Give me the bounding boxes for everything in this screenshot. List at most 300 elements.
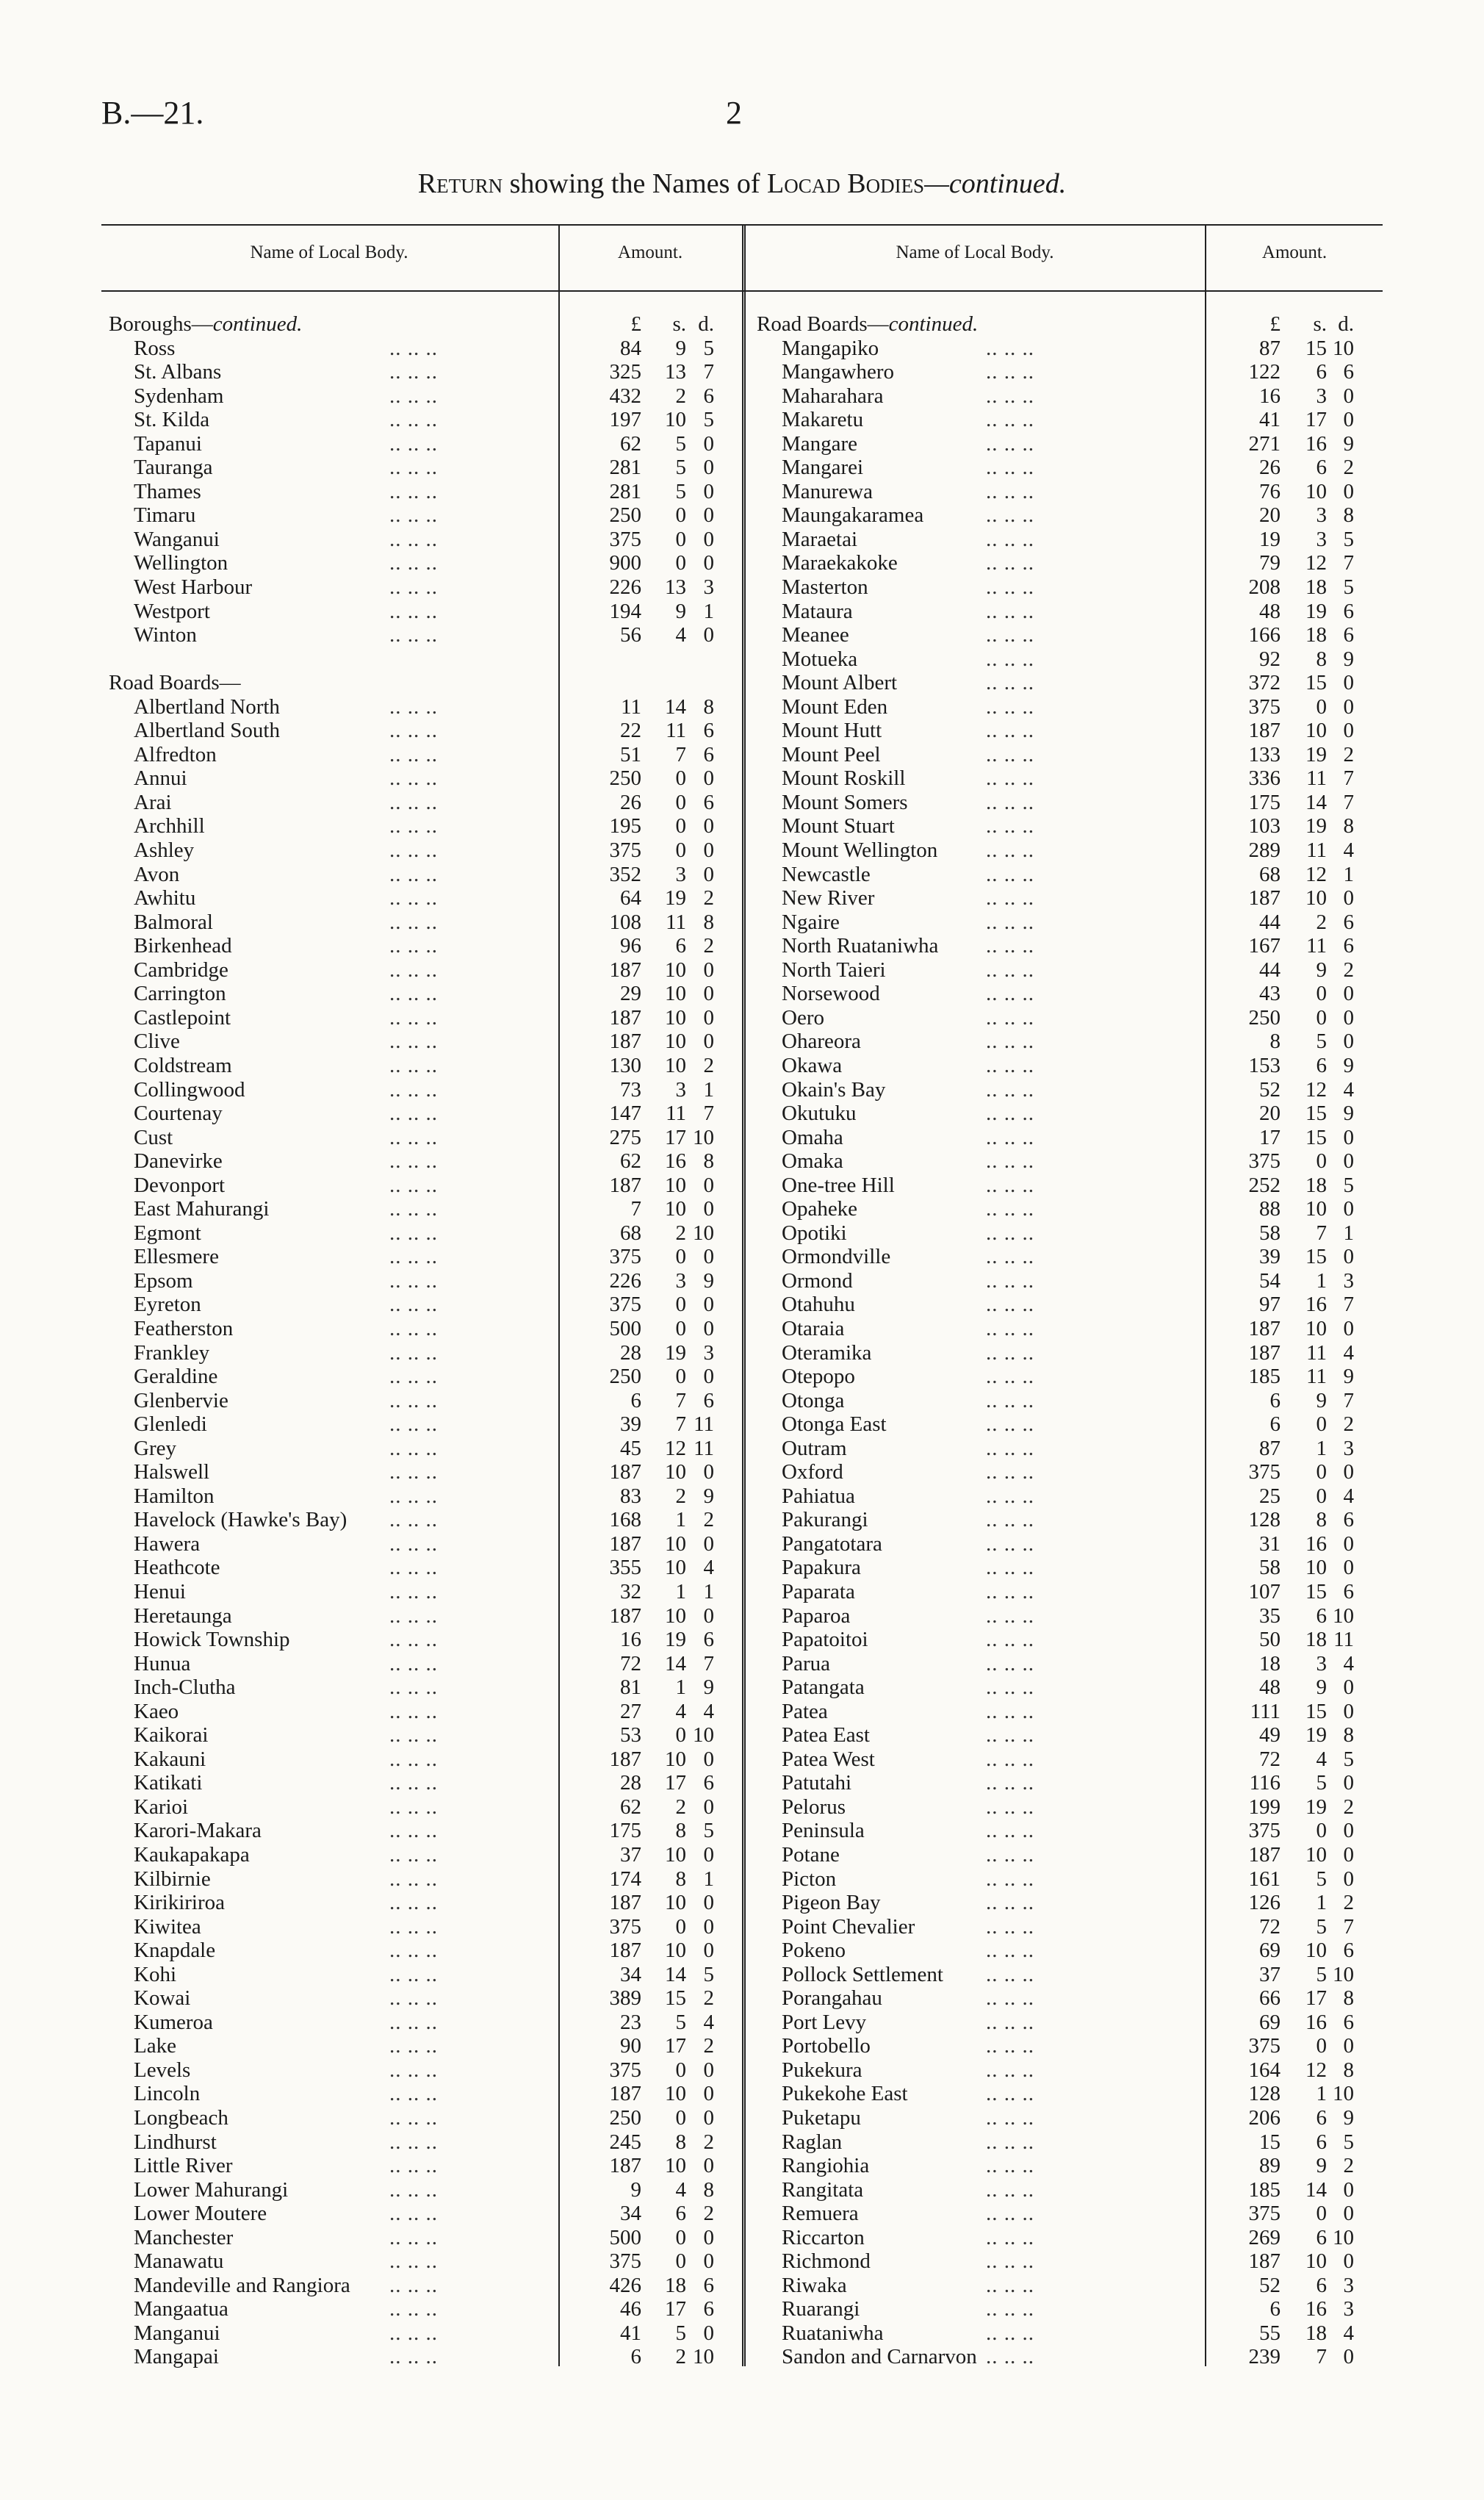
amount-pounds: 56 [620,623,641,647]
amount-shillings: 0 [675,1316,686,1340]
amount-pounds: 187 [1248,1316,1281,1340]
local-body-name: Mangare [782,431,858,456]
amount-shillings: 18 [1305,1628,1327,1652]
amount-pence: 4 [703,2010,714,2034]
amount-shillings: 0 [675,1914,686,1939]
amount-pence: 3 [703,575,714,600]
leader-dots: .. .. .. [389,1197,438,1221]
leader-dots: .. .. .. [389,1077,438,1102]
amount-pounds: 352 [609,862,641,886]
amount-shillings: 19 [1305,1723,1327,1748]
local-body-name: Papakura [782,1556,861,1580]
local-body-name: Opotiki [782,1221,847,1245]
amount-pounds: 375 [1248,1460,1281,1484]
leader-dots: .. .. .. [389,1053,438,1077]
table-row [757,1341,1418,1365]
local-body-name: Puketapu [782,2106,861,2130]
amount-shillings: 19 [665,1340,686,1365]
local-body-name: Norsewood [782,982,880,1006]
header-name-right: Name of Local Body. [896,243,1054,262]
amount-pence: 6 [1343,599,1354,623]
amount-pence: 7 [703,360,714,384]
amount-pounds: 153 [1248,1053,1281,1077]
amount-pounds: 84 [620,336,641,360]
local-body-name: Oero [782,1005,824,1030]
amount-pence: 2 [703,2034,714,2058]
leader-dots: .. .. .. [389,431,438,456]
amount-pence: 1 [1343,862,1354,886]
amount-pounds: 26 [1259,456,1281,480]
amount-pounds: 208 [1248,575,1281,600]
leader-dots: .. .. .. [986,2345,1034,2369]
amount-pounds: 426 [609,2273,641,2297]
leader-dots: .. .. .. [389,408,438,432]
amount-pounds: 20 [1259,503,1281,528]
title-continued: —continued. [924,168,1067,199]
amount-pounds: 53 [620,1723,641,1748]
amount-shillings: 12 [1305,862,1327,886]
amount-shillings: 3 [1316,527,1327,551]
amount-pounds: 187 [609,2082,641,2106]
leader-dots: .. .. .. [389,862,438,886]
amount-pounds: 88 [1259,1197,1281,1221]
amount-pounds: 45 [620,1436,641,1460]
amount-shillings: 14 [1305,790,1327,814]
amount-pence: 0 [703,1293,714,1317]
leader-dots: .. .. .. [389,1268,438,1293]
table-row [757,2178,1418,2202]
amount-pence: 2 [1343,1891,1354,1915]
amount-pounds: 226 [609,575,641,600]
currency-shillings: s. [1313,312,1327,336]
amount-pounds: 175 [1248,790,1281,814]
amount-shillings: 6 [1316,360,1327,384]
amount-shillings: 16 [1305,431,1327,456]
amount-pence: 2 [1343,958,1354,982]
local-body-name: Manawatu [134,2249,224,2274]
amount-pounds: 250 [1248,1005,1281,1030]
leader-dots: .. .. .. [389,1460,438,1484]
amount-shillings: 10 [665,1197,686,1221]
amount-shillings: 5 [1316,1771,1327,1795]
leader-dots: .. .. .. [986,384,1034,408]
title-middle: showing the Names of [503,168,768,199]
amount-shillings: 10 [665,408,686,432]
amount-shillings: 10 [665,2082,686,2106]
amount-pounds: 20 [1259,1102,1281,1126]
leader-dots: .. .. .. [986,408,1034,432]
amount-pounds: 90 [620,2034,641,2058]
amount-pounds: 72 [620,1651,641,1675]
amount-pence: 0 [703,1531,714,1556]
table-row [757,1795,1418,1820]
leader-dots: .. .. .. [389,1412,438,1437]
local-body-name: Castlepoint [134,1005,231,1030]
amount-shillings: 3 [1316,1651,1327,1675]
amount-pence: 8 [703,2177,714,2202]
local-body-name: Alfredton [134,742,217,766]
amount-shillings: 10 [1305,1197,1327,1221]
amount-shillings: 10 [1305,1843,1327,1867]
leader-dots: .. .. .. [389,1365,438,1389]
leader-dots: .. .. .. [389,1939,438,1963]
leader-dots: .. .. .. [986,671,1034,695]
table-row [757,719,1418,743]
amount-pounds: 18 [1259,1651,1281,1675]
local-body-name: Otonga [782,1388,845,1412]
local-body-name: Lindhurst [134,2130,217,2154]
amount-shillings: 1 [675,1579,686,1603]
local-body-name: Meanee [782,623,849,647]
leader-dots: .. .. .. [986,1962,1034,1986]
amount-pounds: 39 [1259,1245,1281,1269]
amount-shillings: 1 [1316,1436,1327,1460]
amount-shillings: 0 [1316,1484,1327,1508]
amount-shillings: 16 [665,1149,686,1174]
amount-pence: 9 [1343,2106,1354,2130]
local-body-name: Inch-Clutha [134,1675,236,1700]
amount-pounds: 271 [1248,431,1281,456]
leader-dots: .. .. .. [389,1747,438,1771]
amount-pence: 5 [1343,527,1354,551]
amount-shillings: 15 [1305,1579,1327,1603]
amount-shillings: 0 [675,838,686,863]
amount-shillings: 14 [1305,2177,1327,2202]
amount-shillings: 8 [1316,647,1327,671]
amount-pounds: 26 [620,790,641,814]
amount-pounds: 64 [620,886,641,910]
local-body-name: Manganui [134,2321,220,2345]
amount-pounds: 37 [620,1843,641,1867]
amount-shillings: 10 [1305,1939,1327,1963]
table-row [757,1891,1418,1915]
amount-pounds: 62 [620,1149,641,1174]
amount-pence: 7 [1343,766,1354,791]
amount-pounds: 69 [1259,1939,1281,1963]
amount-shillings: 0 [675,790,686,814]
amount-pence: 6 [1343,1508,1354,1532]
table-row [757,1365,1418,1389]
local-body-name: Arai [134,790,172,814]
table-row [757,1030,1418,1054]
leader-dots: .. .. .. [389,1245,438,1269]
amount-shillings: 0 [1316,1412,1327,1437]
local-body-name: Ruataniwha [782,2321,884,2345]
amount-shillings: 0 [675,2106,686,2130]
amount-pounds: 35 [1259,1603,1281,1628]
header-amount-left: Amount. [617,243,683,262]
local-body-name: Outram [782,1436,847,1460]
leader-dots: .. .. .. [986,2249,1034,2274]
leader-dots: .. .. .. [986,1531,1034,1556]
leader-dots: .. .. .. [389,1891,438,1915]
amount-shillings: 0 [1316,982,1327,1006]
amount-pounds: 252 [1248,1173,1281,1197]
leader-dots: .. .. .. [986,2034,1034,2058]
amount-shillings: 10 [665,1939,686,1963]
amount-shillings: 15 [1305,1245,1327,1269]
amount-pounds: 187 [609,1891,641,1915]
local-body-name: Frankley [134,1340,210,1365]
leader-dots: .. .. .. [986,1340,1034,1365]
amount-pence: 8 [1343,1986,1354,2011]
table-row [757,1460,1418,1484]
amount-pence: 0 [1343,1125,1354,1149]
amount-pence: 0 [703,838,714,863]
table-row [757,1675,1418,1700]
amount-pounds: 54 [1259,1268,1281,1293]
amount-pence: 1 [703,1077,714,1102]
leader-dots: .. .. .. [389,503,438,528]
amount-shillings: 9 [675,336,686,360]
right-column-list [757,312,1418,2369]
amount-pence: 0 [1343,2034,1354,2058]
amount-shillings: 10 [1305,1556,1327,1580]
amount-pounds: 87 [1259,336,1281,360]
amount-pounds: 52 [1259,1077,1281,1102]
local-body-name: Paparata [782,1579,855,1603]
amount-pence: 4 [703,1699,714,1723]
local-body-name: Winton [134,623,197,647]
amount-pounds: 375 [609,1293,641,1317]
leader-dots: .. .. .. [389,934,438,958]
local-body-name: Okawa [782,1053,843,1077]
leader-dots: .. .. .. [986,1939,1034,1963]
amount-shillings: 15 [1305,336,1327,360]
amount-pence: 0 [1343,1149,1354,1174]
amount-pence: 5 [1343,575,1354,600]
local-body-name: Mount Stuart [782,814,895,838]
amount-pounds: 187 [609,1005,641,1030]
amount-shillings: 18 [1305,1173,1327,1197]
amount-pence: 2 [1343,1412,1354,1437]
amount-shillings: 1 [675,1675,686,1700]
amount-pence: 6 [1343,1579,1354,1603]
amount-shillings: 8 [675,1819,686,1843]
amount-pounds: 187 [609,1030,641,1054]
leader-dots: .. .. .. [986,1508,1034,1532]
table-row [757,1843,1418,1867]
amount-pounds: 73 [620,1077,641,1102]
amount-pounds: 107 [1248,1579,1281,1603]
amount-pence: 0 [1343,479,1354,503]
local-body-name: Ellesmere [134,1245,219,1269]
amount-pence: 7 [703,1102,714,1126]
leader-dots: .. .. .. [986,1197,1034,1221]
leader-dots: .. .. .. [389,384,438,408]
local-body-name: Omaka [782,1149,843,1174]
amount-pence: 2 [1343,1795,1354,1819]
amount-pence: 0 [703,2154,714,2178]
amount-pounds: 28 [620,1771,641,1795]
table-row [757,1126,1418,1150]
leader-dots: .. .. .. [986,1603,1034,1628]
leader-dots: .. .. .. [986,1268,1034,1293]
table-row [757,528,1418,552]
amount-shillings: 6 [1316,2130,1327,2154]
amount-pounds: 41 [1259,408,1281,432]
table-row [757,1867,1418,1892]
amount-pence: 0 [1343,1245,1354,1269]
amount-pence: 4 [703,1556,714,1580]
amount-pence: 0 [1343,719,1354,743]
leader-dots: .. .. .. [986,2177,1034,2202]
local-body-name: Richmond [782,2249,871,2274]
amount-pence: 0 [703,862,714,886]
amount-pence: 6 [1343,2010,1354,2034]
amount-shillings: 10 [665,1531,686,1556]
amount-pence: 1 [703,1579,714,1603]
amount-pence: 0 [1343,1867,1354,1891]
amount-pence: 0 [703,958,714,982]
amount-shillings: 10 [665,1005,686,1030]
amount-pounds: 68 [620,1221,641,1245]
local-body-name: Kowai [134,1986,191,2011]
leader-dots: .. .. .. [389,1293,438,1317]
local-body-name: Kiwitea [134,1914,201,1939]
amount-shillings: 0 [675,2225,686,2249]
amount-pence: 0 [1343,982,1354,1006]
amount-shillings: 6 [675,934,686,958]
table-row [757,1197,1418,1221]
leader-dots: .. .. .. [389,360,438,384]
amount-pence: 11 [1333,1628,1354,1652]
currency-pence: d. [698,312,714,336]
local-body-name: Archhill [134,814,205,838]
amount-shillings: 17 [665,1771,686,1795]
amount-shillings: 7 [675,1412,686,1437]
local-body-name: Patutahi [782,1771,852,1795]
leader-dots: .. .. .. [986,2106,1034,2130]
leader-dots: .. .. .. [986,1484,1034,1508]
leader-dots: .. .. .. [389,1675,438,1700]
local-body-name: Grey [134,1436,176,1460]
table-row [757,384,1418,409]
local-body-name: Cambridge [134,958,228,982]
table-row [757,838,1418,863]
section-label [109,671,241,695]
amount-shillings: 17 [1305,408,1327,432]
leader-dots: .. .. .. [986,958,1034,982]
table-row [757,1652,1418,1676]
amount-pence: 2 [1343,2154,1354,2178]
amount-shillings: 6 [675,2202,686,2226]
local-body-name: Mangapai [134,2345,219,2369]
local-body-name: Lower Mahurangi [134,2177,289,2202]
local-body-name: Pangatotara [782,1531,882,1556]
section-label-text: Road Boards— [757,312,889,336]
table-row [757,1748,1418,1772]
amount-pence: 0 [1343,694,1354,719]
amount-shillings: 10 [1305,2249,1327,2274]
amount-pounds: 336 [1248,766,1281,791]
leader-dots: .. .. .. [986,1173,1034,1197]
amount-shillings: 0 [675,551,686,575]
amount-pence: 6 [703,1771,714,1795]
leader-dots: .. .. .. [389,2225,438,2249]
leader-dots: .. .. .. [986,1556,1034,1580]
leader-dots: .. .. .. [986,2321,1034,2345]
leader-dots: .. .. .. [986,1628,1034,1652]
amount-pence: 0 [1343,1819,1354,1843]
leader-dots: .. .. .. [986,1675,1034,1700]
leader-dots: .. .. .. [986,2130,1034,2154]
local-body-name: Wanganui [134,527,220,551]
amount-pounds: 187 [1248,719,1281,743]
amount-shillings: 19 [1305,742,1327,766]
amount-shillings: 15 [1305,671,1327,695]
amount-pence: 8 [703,910,714,934]
amount-pounds: 89 [1259,2154,1281,2178]
amount-pounds: 126 [1248,1891,1281,1915]
amount-pounds: 281 [609,456,641,480]
leader-dots: .. .. .. [986,1651,1034,1675]
local-body-name: Kirikiriroa [134,1891,226,1915]
local-body-name: St. Kilda [134,408,210,432]
amount-pence: 7 [1343,1388,1354,1412]
leader-dots: .. .. .. [986,910,1034,934]
leader-dots: .. .. .. [986,934,1034,958]
local-body-name: Mangapiko [782,336,879,360]
header-amount-right: Amount. [1261,243,1328,262]
amount-pence: 6 [1343,934,1354,958]
amount-pounds: 185 [1248,2177,1281,2202]
leader-dots: .. .. .. [986,1316,1034,1340]
leader-dots: .. .. .. [389,1340,438,1365]
leader-dots: .. .. .. [389,527,438,551]
amount-pence: 7 [1343,551,1354,575]
section-label [109,312,302,337]
table-row [757,671,1418,695]
local-body-name: Karori-Makara [134,1819,262,1843]
amount-pence: 2 [703,2130,714,2154]
local-body-name: Timaru [134,503,196,528]
table-row [757,2058,1418,2083]
leader-dots: .. .. .. [986,1005,1034,1030]
amount-shillings: 9 [1316,958,1327,982]
amount-shillings: 8 [675,1867,686,1891]
leader-dots: .. .. .. [986,1030,1034,1054]
local-body-name: Pokeno [782,1939,846,1963]
amount-pounds: 355 [609,1556,641,1580]
title-return: Return [417,168,503,199]
amount-pence: 0 [1343,2345,1354,2369]
currency-pounds: £ [630,312,641,336]
amount-shillings: 7 [1316,1221,1327,1245]
amount-pounds: 187 [609,1460,641,1484]
amount-pounds: 375 [609,2058,641,2082]
leader-dots: .. .. .. [986,2058,1034,2082]
local-body-name: Papatoitoi [782,1628,868,1652]
local-body-name: Motueka [782,647,858,671]
leader-dots: .. .. .. [986,2010,1034,2034]
leader-dots: .. .. .. [389,1531,438,1556]
amount-shillings: 10 [665,1556,686,1580]
table-row [757,791,1418,815]
table-row [757,1317,1418,1341]
local-body-name: Mangaatua [134,2297,228,2321]
amount-pounds: 22 [620,719,641,743]
amount-pounds: 500 [609,2225,641,2249]
amount-shillings: 10 [665,2154,686,2178]
amount-pence: 9 [1343,431,1354,456]
leader-dots: .. .. .. [389,1579,438,1603]
amount-shillings: 5 [1316,1030,1327,1054]
local-body-name: Masterton [782,575,868,600]
amount-pounds: 250 [609,1365,641,1389]
amount-shillings: 10 [665,1053,686,1077]
amount-pence: 0 [703,1914,714,1939]
